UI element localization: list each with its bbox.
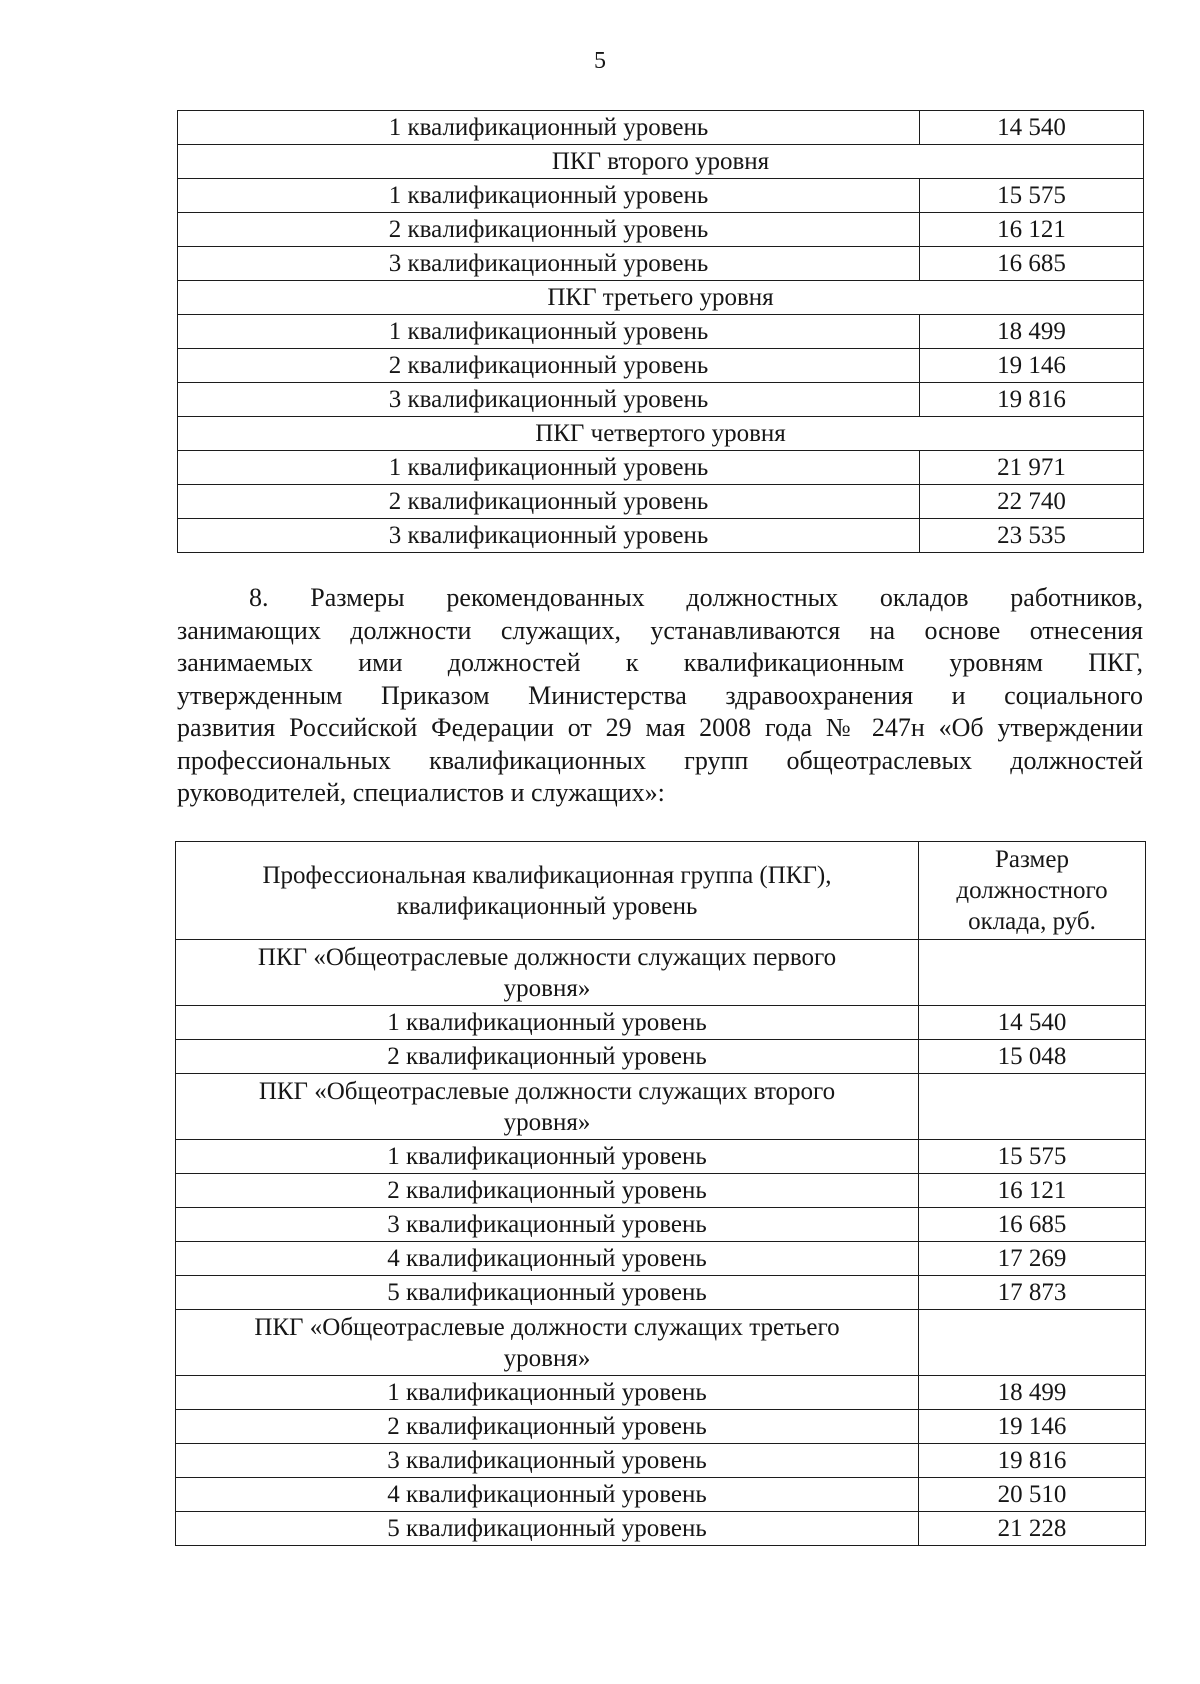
group-line: ПКГ «Общеотраслевые должности служащих третьего xyxy=(254,1313,840,1341)
level-label: 3 квалификационный уровень xyxy=(176,1208,919,1242)
empty-cell xyxy=(919,940,1146,1006)
level-label: 2 квалификационный уровень xyxy=(178,349,920,383)
salary-value: 19 816 xyxy=(919,1444,1146,1478)
header-line: Размер xyxy=(995,846,1069,873)
header-line: должностного xyxy=(956,877,1108,904)
salary-value: 14 540 xyxy=(919,1006,1146,1040)
level-label: 4 квалификационный уровень xyxy=(176,1478,919,1512)
salary-value: 17 269 xyxy=(919,1242,1146,1276)
level-label: 1 квалификационный уровень xyxy=(178,451,920,485)
table-row xyxy=(176,1242,1146,1276)
header-group-column xyxy=(176,842,919,940)
table-row xyxy=(178,111,1144,145)
level-label: 1 квалификационный уровень xyxy=(178,315,920,349)
level-label: 2 квалификационный уровень xyxy=(176,1040,919,1074)
table-row xyxy=(176,1376,1146,1410)
table-row xyxy=(178,315,1144,349)
group-line: уровня» xyxy=(503,1344,591,1372)
header-salary-column xyxy=(919,842,1146,940)
paragraph-line: развития Российской Федерации от 29 мая 2008 года № 247н «Об утверждении xyxy=(177,713,1143,742)
table-row xyxy=(176,1276,1146,1310)
group-label: ПКГ второго уровня xyxy=(178,145,1144,179)
group-label xyxy=(176,1074,919,1140)
table-row xyxy=(178,179,1144,213)
employee-salary-table xyxy=(175,841,1146,1546)
empty-cell xyxy=(919,1074,1146,1140)
level-label: 1 квалификационный уровень xyxy=(176,1376,919,1410)
salary-value: 18 499 xyxy=(920,315,1144,349)
table-row xyxy=(178,349,1144,383)
paragraph-line: профессиональных квалификационных групп общеотраслевых должностей xyxy=(177,745,1143,775)
salary-table-continued xyxy=(177,110,1144,553)
table-row xyxy=(176,1410,1146,1444)
table-row xyxy=(178,247,1144,281)
level-label: 3 квалификационный уровень xyxy=(178,383,920,417)
salary-value: 16 121 xyxy=(920,213,1144,247)
level-label: 1 квалификационный уровень xyxy=(176,1140,919,1174)
level-label: 5 квалификационный уровень xyxy=(176,1512,919,1546)
table-header-row xyxy=(176,842,1146,940)
table-row xyxy=(176,1444,1146,1478)
paragraph-line: занимающих должности служащих, устанавливаются на основе отнесения xyxy=(177,615,1143,645)
paragraph-line: занимаемых ими должностей к квалификационным уровням ПКГ, xyxy=(177,648,1143,677)
header-line: Профессиональная квалификационная группа (ПКГ), xyxy=(262,861,832,889)
salary-value: 16 685 xyxy=(920,247,1144,281)
salary-value: 15 575 xyxy=(919,1140,1146,1174)
salary-value: 19 816 xyxy=(920,383,1144,417)
table-row xyxy=(178,519,1144,553)
group-row xyxy=(178,417,1144,451)
level-label: 1 квалификационный уровень xyxy=(178,111,920,145)
table-row xyxy=(176,1208,1146,1242)
group-row xyxy=(176,1074,1146,1140)
salary-value: 15 048 xyxy=(919,1040,1146,1074)
level-label: 2 квалификационный уровень xyxy=(176,1410,919,1444)
header-line: квалификационный уровень xyxy=(396,892,698,920)
level-label: 4 квалификационный уровень xyxy=(176,1242,919,1276)
table-row xyxy=(176,1174,1146,1208)
salary-value: 16 121 xyxy=(919,1174,1146,1208)
paragraph-line: 8. Размеры рекомендованных должностных окладов работников, xyxy=(249,583,1143,612)
level-label: 2 квалификационный уровень xyxy=(178,213,920,247)
table-row xyxy=(176,1006,1146,1040)
table-row xyxy=(178,383,1144,417)
table-row xyxy=(176,1512,1146,1546)
group-row xyxy=(176,1310,1146,1376)
paragraph-8 xyxy=(177,582,1143,810)
level-label: 3 квалификационный уровень xyxy=(178,519,920,553)
group-label: ПКГ третьего уровня xyxy=(178,281,1144,315)
level-label: 1 квалификационный уровень xyxy=(178,179,920,213)
paragraph-line: руководителей, специалистов и служащих»: xyxy=(177,778,665,807)
level-label: 2 квалификационный уровень xyxy=(176,1174,919,1208)
group-row xyxy=(178,145,1144,179)
group-line: ПКГ «Общеотраслевые должности служащих второго xyxy=(258,1077,836,1105)
empty-cell xyxy=(919,1310,1146,1376)
salary-value: 19 146 xyxy=(920,349,1144,383)
salary-value: 14 540 xyxy=(920,111,1144,145)
group-label xyxy=(176,1310,919,1376)
header-line: оклада, руб. xyxy=(968,908,1096,935)
salary-value: 15 575 xyxy=(920,179,1144,213)
salary-value: 16 685 xyxy=(919,1208,1146,1242)
salary-value: 23 535 xyxy=(920,519,1144,553)
salary-value: 22 740 xyxy=(920,485,1144,519)
group-line: уровня» xyxy=(503,1108,591,1136)
salary-value: 20 510 xyxy=(919,1478,1146,1512)
level-label: 3 квалификационный уровень xyxy=(176,1444,919,1478)
salary-value: 17 873 xyxy=(919,1276,1146,1310)
level-label: 3 квалификационный уровень xyxy=(178,247,920,281)
salary-value: 19 146 xyxy=(919,1410,1146,1444)
table-row xyxy=(178,485,1144,519)
paragraph-line: утвержденным Приказом Министерства здравоохранения и социального xyxy=(177,680,1143,710)
group-line: ПКГ «Общеотраслевые должности служащих первого xyxy=(257,943,837,971)
salary-value: 18 499 xyxy=(919,1376,1146,1410)
group-label: ПКГ четвертого уровня xyxy=(178,417,1144,451)
table-row xyxy=(176,1478,1146,1512)
salary-value: 21 971 xyxy=(920,451,1144,485)
level-label: 1 квалификационный уровень xyxy=(176,1006,919,1040)
group-row xyxy=(176,940,1146,1006)
level-label: 5 квалификационный уровень xyxy=(176,1276,919,1310)
table-row xyxy=(178,213,1144,247)
group-line: уровня» xyxy=(503,974,591,1002)
page-number: 5 xyxy=(594,48,606,74)
group-label xyxy=(176,940,919,1006)
level-label: 2 квалификационный уровень xyxy=(178,485,920,519)
table-row xyxy=(176,1140,1146,1174)
salary-value: 21 228 xyxy=(919,1512,1146,1546)
table-row xyxy=(176,1040,1146,1074)
table-row xyxy=(178,451,1144,485)
group-row xyxy=(178,281,1144,315)
